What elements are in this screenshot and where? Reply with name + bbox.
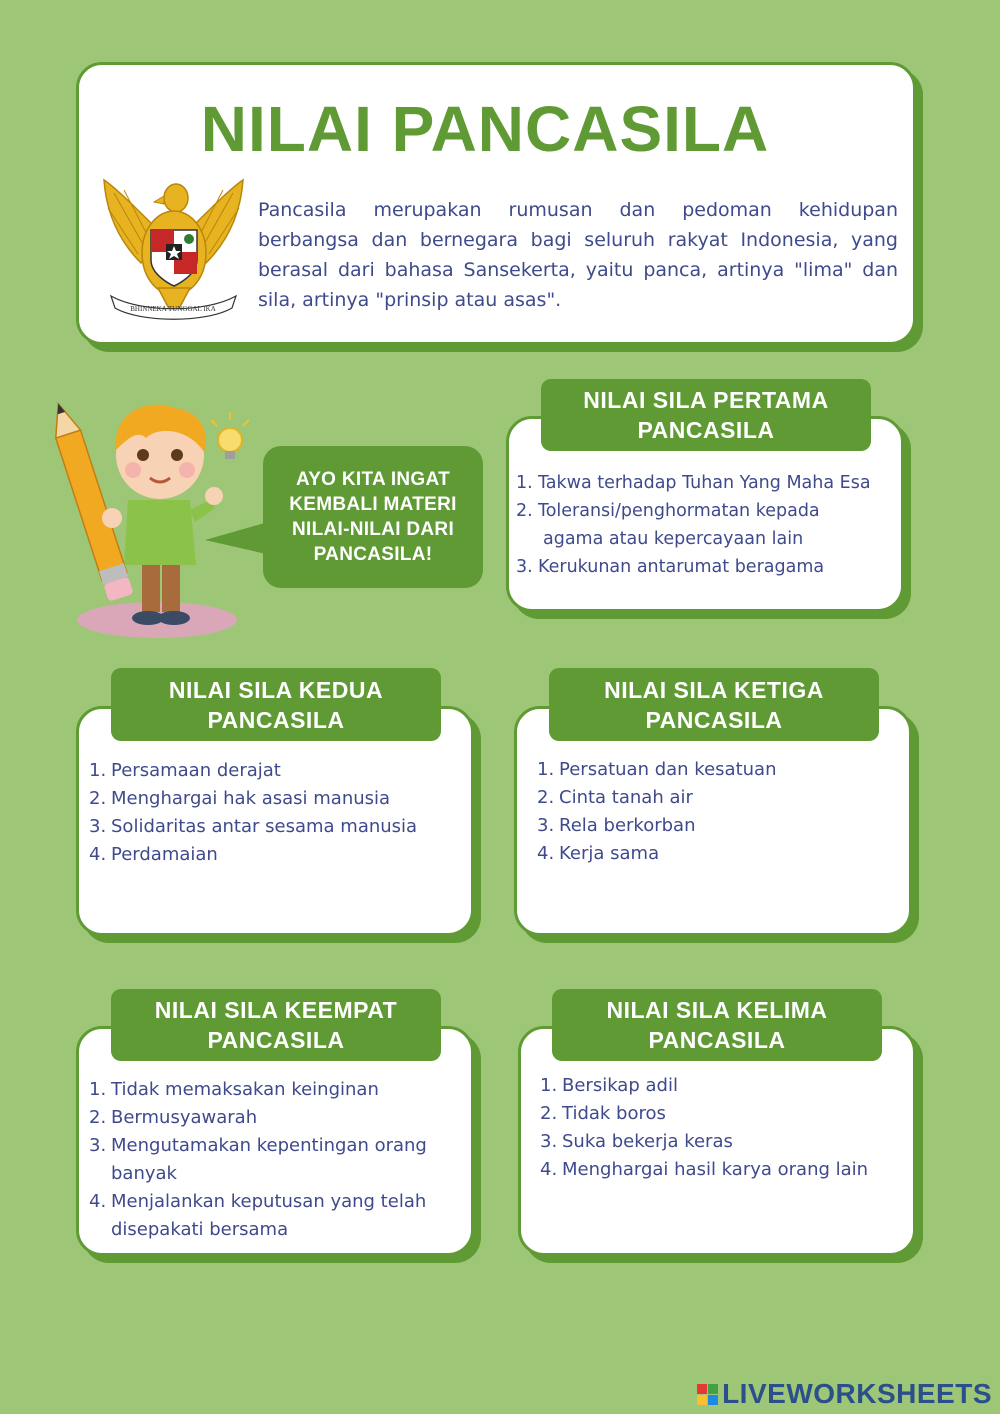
list-item xyxy=(540,1072,910,1100)
list-item xyxy=(89,813,469,841)
item-number: 2. xyxy=(537,787,555,808)
sila-title-line: PANCASILA xyxy=(207,1027,345,1053)
sila-title-line: NILAI SILA PERTAMA xyxy=(583,387,829,413)
item-number: 4. xyxy=(89,844,107,865)
item-text: Kerukunan antarumat beragama xyxy=(538,557,825,577)
item-text: Persamaan derajat xyxy=(111,760,281,781)
item-text: Kerja sama xyxy=(559,843,660,864)
item-text-cont: agama atau kepercayaan lain xyxy=(543,529,804,549)
sila-title-line: PANCASILA xyxy=(637,417,775,443)
sila-ketiga-title xyxy=(549,668,879,741)
sila-title-line: PANCASILA xyxy=(645,706,783,733)
item-text-cont: disepakati bersama xyxy=(111,1219,289,1240)
item-text: Menghargai hak asasi manusia xyxy=(111,788,391,809)
list-item xyxy=(89,1132,469,1188)
item-number: 3. xyxy=(540,1131,558,1152)
list-item xyxy=(89,785,469,813)
item-number: 2. xyxy=(89,1107,107,1128)
list-item xyxy=(540,1128,910,1156)
item-number: 4. xyxy=(540,1159,558,1180)
sila-pertama-title xyxy=(541,379,871,451)
list-item xyxy=(540,1156,910,1184)
sila-ketiga-list xyxy=(537,756,907,868)
sila-kedua-list xyxy=(89,757,469,869)
sila-title-line: NILAI SILA KEDUA xyxy=(168,676,384,703)
list-item xyxy=(537,812,907,840)
item-text: Menjalankan keputusan yang telah xyxy=(111,1191,427,1212)
item-number: 4. xyxy=(537,843,555,864)
sila-pertama-list xyxy=(516,469,901,581)
speech-line: KEMBALI MATERI xyxy=(289,494,457,515)
sila-title-line: NILAI SILA KETIGA xyxy=(604,676,824,703)
sila-title-line: PANCASILA xyxy=(648,1027,786,1053)
item-text: Perdamaian xyxy=(111,844,218,865)
liveworksheets-logo-icon xyxy=(697,1384,718,1405)
intro-paragraph: Pancasila merupakan rumusan dan pedoman kehidupan berbangsa dan bernegara bagi seluruh rakyat Indonesia, yang berasal dari bahasa Sansekerta, yaitu panca, artinya "lima" dan sila, artinya "prinsip atau asas". xyxy=(258,199,898,311)
list-item xyxy=(516,469,901,497)
speech-line: PANCASILA! xyxy=(313,544,433,565)
speech-line: NILAI-NILAI DARI xyxy=(291,519,455,540)
lightbulb-icon xyxy=(205,410,255,470)
item-text: Tidak memaksakan keinginan xyxy=(111,1079,379,1100)
item-text-cont: banyak xyxy=(111,1163,177,1184)
sila-kelima-list xyxy=(540,1072,910,1184)
item-number: 1. xyxy=(516,473,533,493)
item-text: Suka bekerja keras xyxy=(562,1131,733,1152)
item-text: Tidak boros xyxy=(562,1103,666,1124)
item-text: Bersikap adil xyxy=(562,1075,678,1096)
list-item xyxy=(516,553,901,581)
svg-text:BHINNEKA TUNGGAL IKA: BHINNEKA TUNGGAL IKA xyxy=(130,305,216,313)
list-item xyxy=(89,1188,469,1244)
sila-keempat-title xyxy=(111,989,441,1061)
sila-title-line: PANCASILA xyxy=(207,706,345,733)
page-title: NILAI PANCASILA xyxy=(200,93,770,165)
sila-title-line: NILAI SILA KEEMPAT xyxy=(154,997,398,1023)
item-number: 1. xyxy=(89,760,107,781)
item-number: 3. xyxy=(89,816,107,837)
item-text: Bermusyawarah xyxy=(111,1107,258,1128)
list-item xyxy=(516,497,901,553)
item-number: 1. xyxy=(537,759,555,780)
item-number: 3. xyxy=(537,815,555,836)
list-item xyxy=(537,784,907,812)
list-item xyxy=(537,756,907,784)
item-number: 3. xyxy=(516,557,533,577)
list-item xyxy=(540,1100,910,1128)
item-text: Solidaritas antar sesama manusia xyxy=(111,816,418,837)
item-text: Persatuan dan kesatuan xyxy=(559,759,777,780)
item-number: 2. xyxy=(540,1103,558,1124)
item-text: Toleransi/penghormatan kepada xyxy=(538,501,820,521)
item-text: Mengutamakan kepentingan orang xyxy=(111,1135,427,1156)
speech-bubble xyxy=(263,446,483,588)
list-item xyxy=(89,841,469,869)
brand-name: LIVEWORKSHEETS xyxy=(722,1378,992,1409)
item-text: Takwa terhadap Tuhan Yang Maha Esa xyxy=(538,473,871,493)
sila-keempat-list xyxy=(89,1076,469,1244)
list-item xyxy=(537,840,907,868)
list-item xyxy=(89,1076,469,1104)
item-text: Menghargai hasil karya orang lain xyxy=(562,1159,869,1180)
item-text: Rela berkorban xyxy=(559,815,696,836)
list-item xyxy=(89,757,469,785)
item-number: 2. xyxy=(89,788,107,809)
item-number: 4. xyxy=(89,1191,107,1212)
liveworksheets-brand[interactable] xyxy=(697,1378,992,1410)
item-number: 3. xyxy=(89,1135,107,1156)
item-number: 1. xyxy=(89,1079,107,1100)
sila-kelima-title xyxy=(552,989,882,1061)
sila-kedua-title xyxy=(111,668,441,741)
sila-title-line: NILAI SILA KELIMA xyxy=(606,997,828,1023)
garuda-emblem-icon xyxy=(96,168,251,333)
list-item xyxy=(89,1104,469,1132)
item-text: Cinta tanah air xyxy=(559,787,693,808)
item-number: 1. xyxy=(540,1075,558,1096)
item-number: 2. xyxy=(516,501,533,521)
speech-line: AYO KITA INGAT xyxy=(295,469,451,490)
